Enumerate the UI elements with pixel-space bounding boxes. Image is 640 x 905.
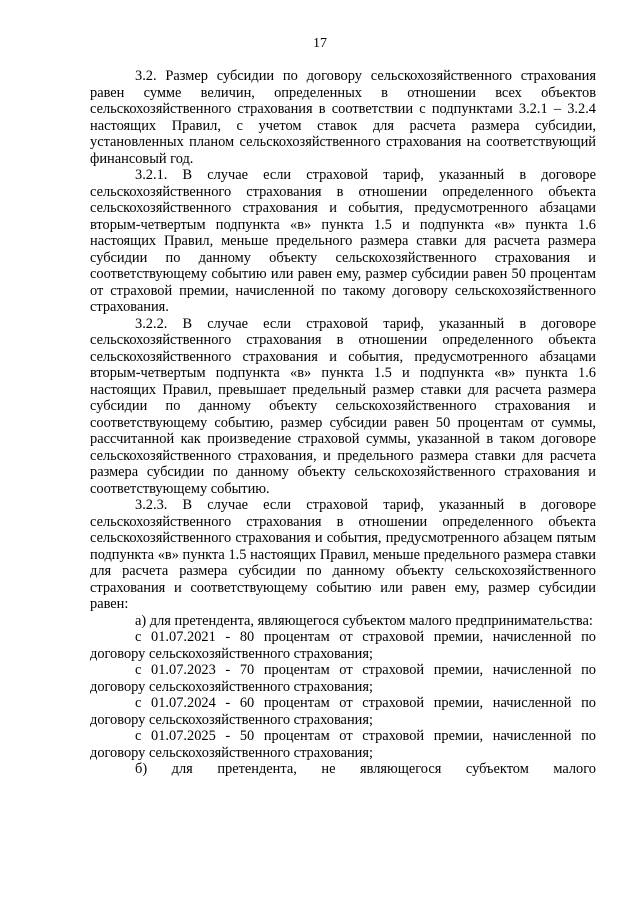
paragraph-rate-2023: с 01.07.2023 - 70 процентам от страховой премии, начисленной по договору сельскохозяйственного страхования; [90,662,596,695]
paragraph-3-2-1: 3.2.1. В случае если страховой тариф, указанный в договоре сельскохозяйственного страхования в отношении определенного объекта сельскохозяйственного страхования и события, предусмотренного абзацами вторым-четвертым подпункта «в» пункта 1.5 и подпункта «в» пункта 1.6 настоящих Правил, меньше предельного размера ставки для расчета размера субсидии по данному объекту сельскохозяйственного страхования и соответствующему событию или равен ему, размер субсидии равен 50 процентам от страховой премии, начисленной по такому договору сельскохозяйственного страхования. [90,167,596,315]
paragraph-3-2-2: 3.2.2. В случае если страховой тариф, указанный в договоре сельскохозяйственного страхования в отношении определенного объекта сельскохозяйственного страхования и события, предусмотренного абзацами вторым-четвертым подпункта «в» пункта 1.5 и подпункта «в» пункта 1.6 настоящих Правил, превышает предельный размер ставки для расчета размера субсидии по данному объекту сельскохозяйственного страхования и соответствующему событию, размер субсидии равен 50 процентам от суммы, рассчитанной как произведение страховой суммы, указанной в таком договоре сельскохозяйственного страхования, и предельного размера ставки для расчета размера субсидии по данному объекту сельскохозяйственного страхования и соответствующему событию. [90,315,596,497]
document-body [90,68,596,778]
paragraph-subitem-a: а) для претендента, являющегося субъектом малого предпринимательства: [135,612,593,629]
page-number: 17 [313,36,327,51]
paragraph-rate-2021: с 01.07.2021 - 80 процентам от страховой премии, начисленной по договору сельскохозяйственного страхования; [90,629,596,662]
paragraph-rate-2025: с 01.07.2025 - 50 процентам от страховой премии, начисленной по договору сельскохозяйственного страхования; [90,728,596,761]
paragraph-subitem-b: б) для претендента, не являющегося субъектом малого [135,761,596,777]
paragraph-3-2: 3.2. Размер субсидии по договору сельскохозяйственного страхования равен сумме величин, определенных в отношении всех объектов сельскохозяйственного страхования в соответствии с подпунктами 3.2.1 – 3.2.4 настоящих Правил, с учетом ставок для расчета размера субсидии, установленных планом сельскохозяйственного страхования на соответствующий финансовый год. [90,68,596,167]
paragraph-3-2-3: 3.2.3. В случае если страховой тариф, указанный в договоре сельскохозяйственного страхования в отношении определенного объекта сельскохозяйственного страхования и события, предусмотренного абзацем пятым подпункта «в» пункта 1.5 настоящих Правил, меньше предельного размера ставки для расчета размера субсидии по данному объекту сельскохозяйственного страхования и соответствующему событию или равен ему, размер субсидии равен: [90,497,596,612]
paragraph-rate-2024: с 01.07.2024 - 60 процентам от страховой премии, начисленной по договору сельскохозяйственного страхования; [90,695,596,728]
